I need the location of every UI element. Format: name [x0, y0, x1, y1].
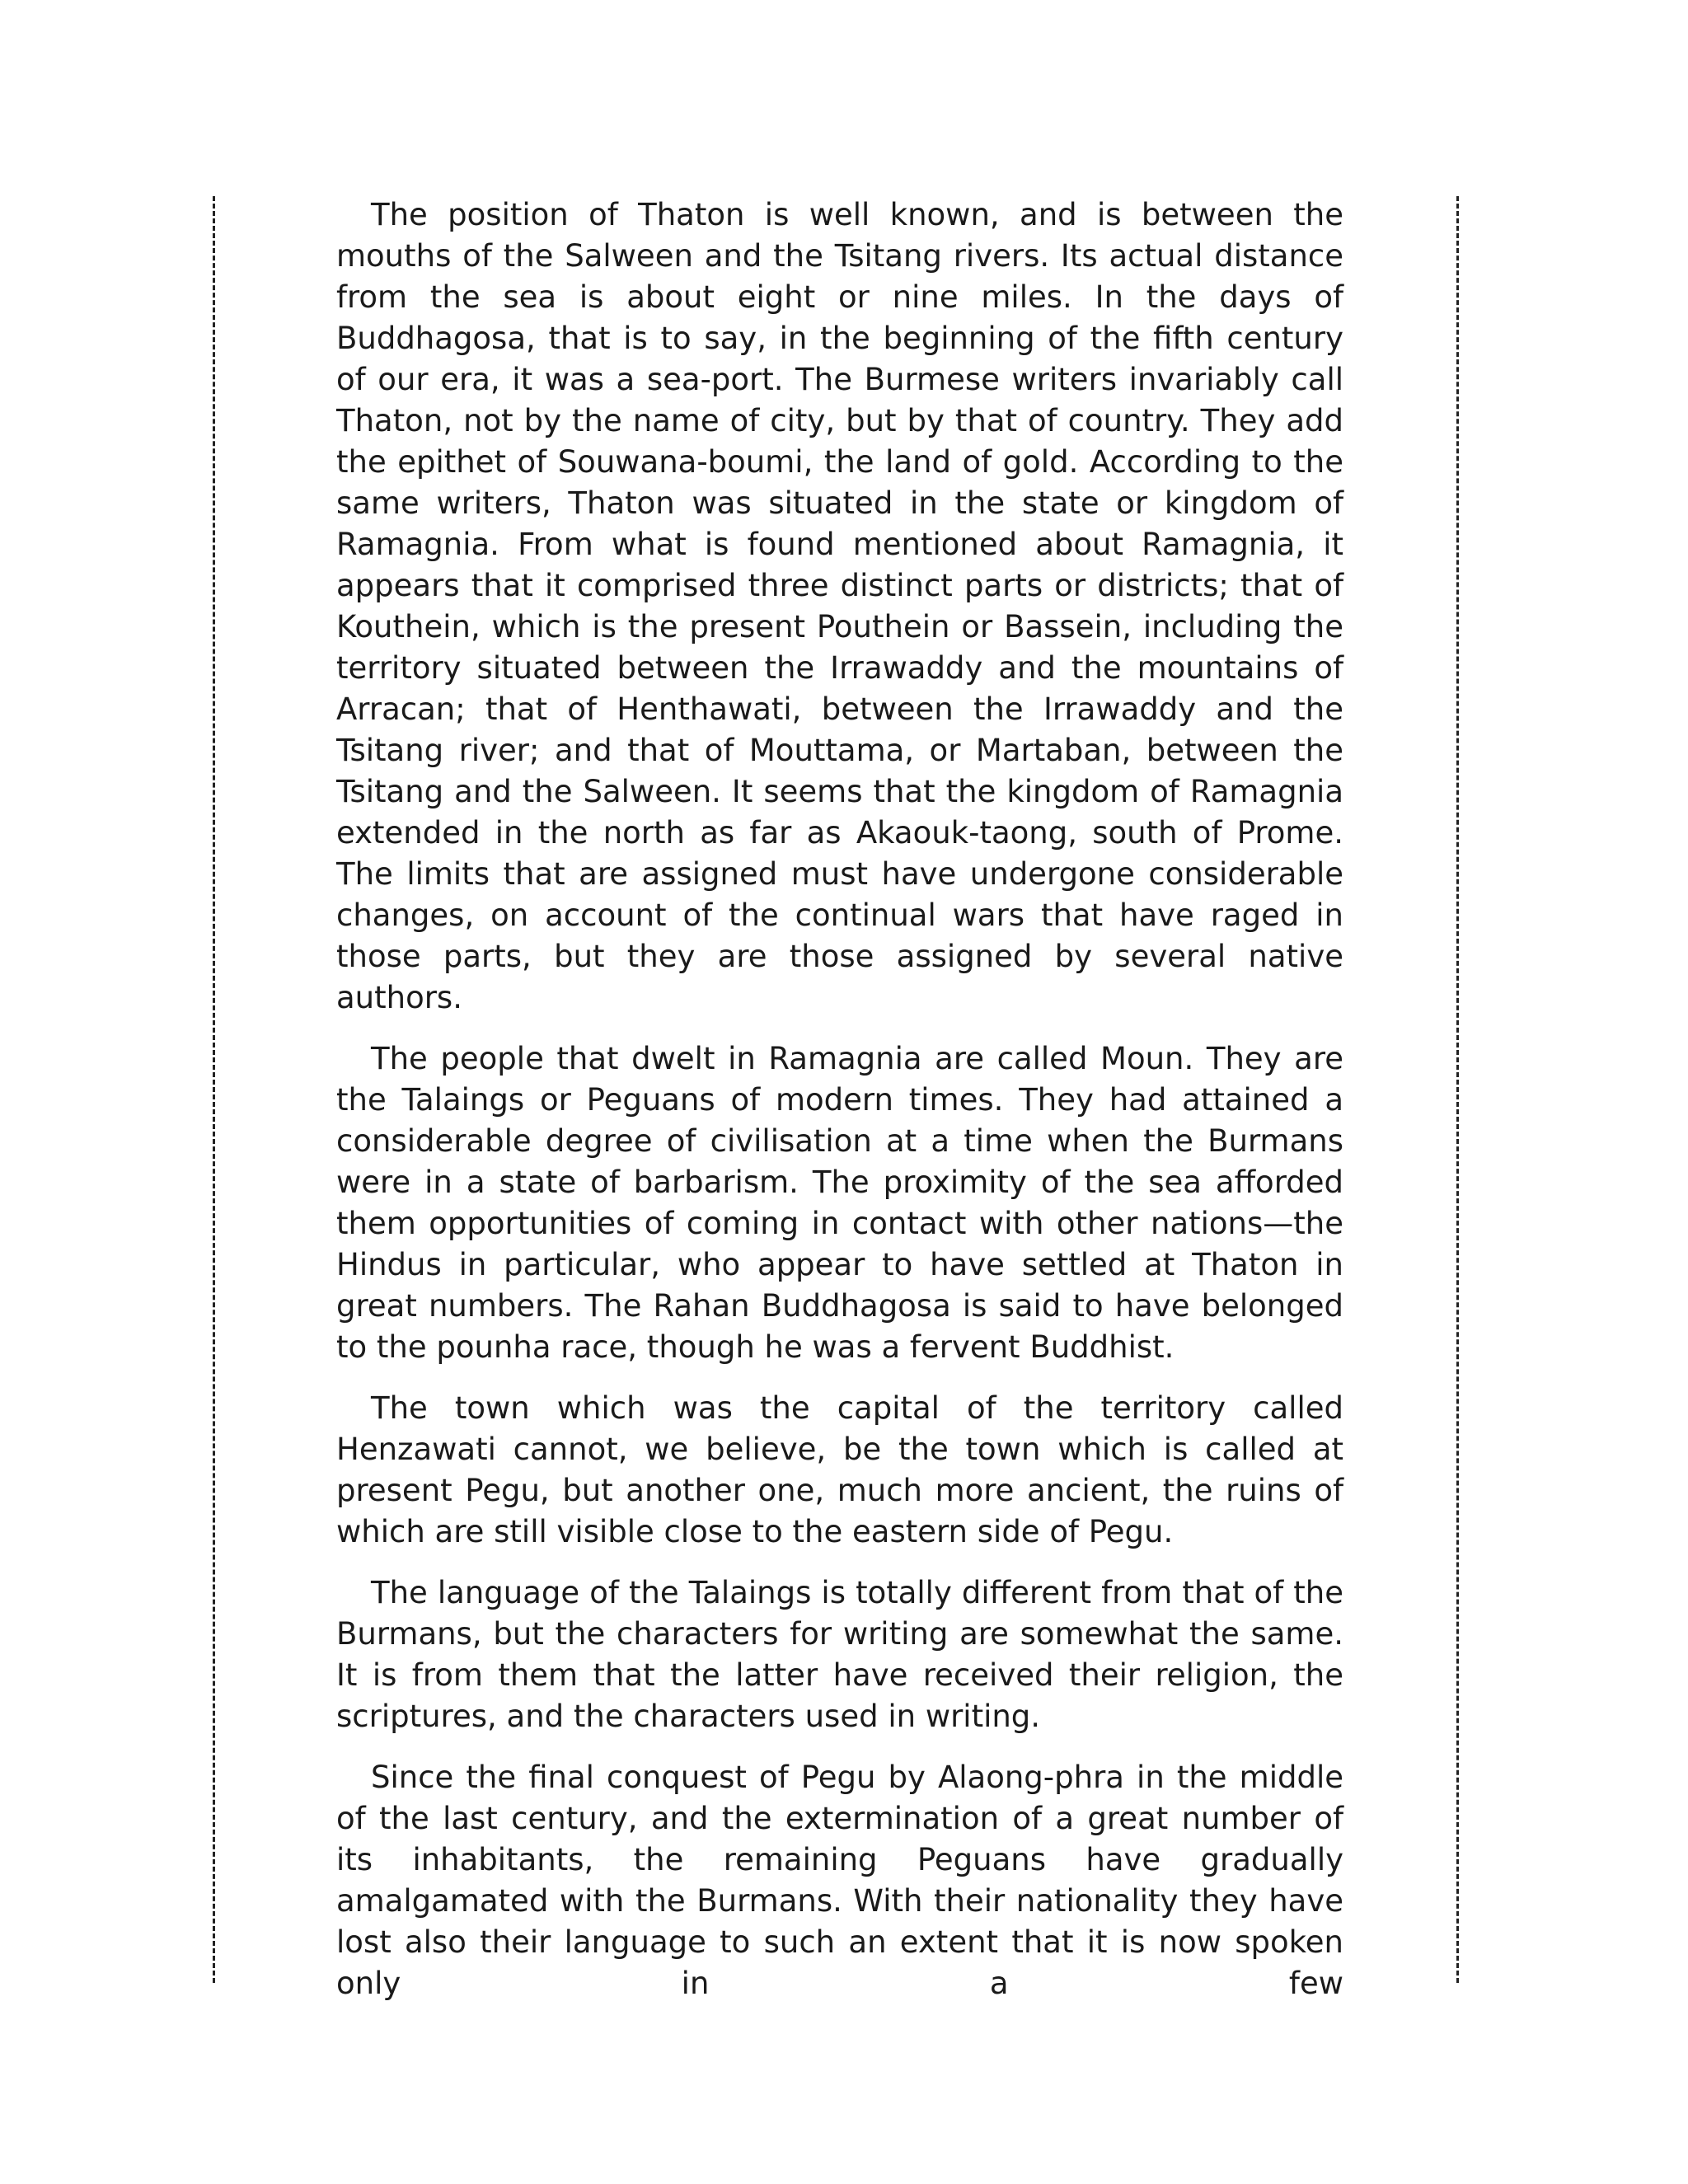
right-margin-rule [1456, 196, 1459, 1983]
paragraph-henzawati-capital: The town which was the capital of the territory called Henzawati cannot, we believe, be the town which is called at present Pegu, but another one, much more ancient, the ruins of which are still visible close to the eastern side of Pegu. [336, 1390, 1343, 1549]
left-margin-rule [213, 196, 215, 1983]
paragraph-thaton-position: The position of Thaton is well known, and is between the mouths of the Salween and the Tsitang rivers. Its actual distance from the sea is about eight or nine miles. In the days of Buddhagosa, that is to say, in the beginning of the fifth century of our era, it was a sea-port. The Burmese writers invariably call Thaton, not by the name of city, but by that of country. They add the epithet of Souwana-boumi, the land of gold. According to the same writers, Thaton was situated in the state or kingdom of Ramagnia. From what is found mentioned about Ramagnia, it appears that it comprised three distinct parts or districts; that of Kouthein, which is the present Pouthein or Bassein, including the territory situated between the Irrawaddy and the mountains of Arracan; that of Henthawati, between the Irrawaddy and the Tsitang river; and that of Mouttama, or Martaban, between the Tsitang and the Salween. It seems that the kingdom of Ramagnia extended in the north as far as Akaouk-taong, south of Prome. The limits that are assigned must have undergone considerable changes, on account of the continual wars that have raged in those parts, but they are those assigned by several native authors. [336, 197, 1343, 1015]
paragraph-pegu-conquest: Since the final conquest of Pegu by Alaong-phra in the middle of the last century, and the extermination of a great number of its inhabitants, the remaining Peguans have gradually amalgamated with the Burmans. With their nationality they have lost also their language to such an extent that it is now spoken only in a few [336, 1760, 1343, 2001]
paragraph-moun-people: The people that dwelt in Ramagnia are called Moun. They are the Talaings or Peguans of modern times. They had attained a considerable degree of civilisation at a time when the Burmans were in a state of barbarism. The proximity of the sea afforded them opportunities of coming in contact with other nations—the Hindus in particular, who appear to have settled at Thaton in great numbers. The Rahan Buddhagosa is said to have belonged to the pounha race, though he was a fervent Buddhist. [336, 1041, 1343, 1365]
paragraph-talaing-language: The language of the Talaings is totally different from that of the Burmans, but the characters for writing are somewhat the same. It is from them that the latter have received their religion, the scriptures, and the characters used in writing. [336, 1575, 1343, 1734]
page-body [336, 194, 1343, 2004]
